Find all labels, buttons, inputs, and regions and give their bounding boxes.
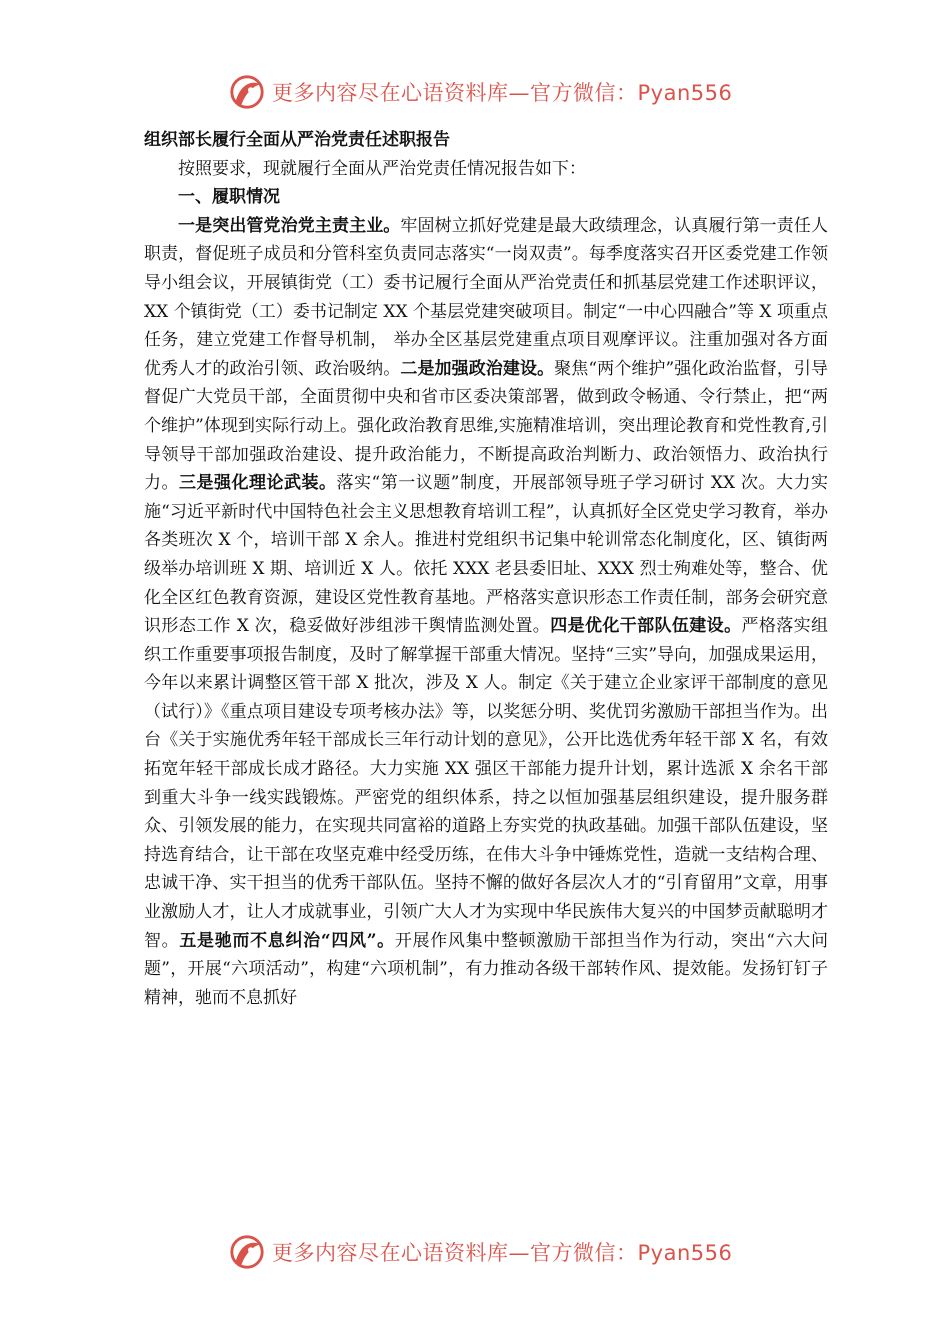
point-4-text: 严格落实组织工作重要事项报告制度，及时了解掌握干部重大情况。坚持“三实”导向，加强成果运用，今年以来累计调整区管干部 X 批次，涉及 X 人。制定《关于建立企业家评干部制度的意见（试行）》《重点项目建设专项考核办法》等，以奖惩分明、奖优罚劣激励干部担当作为。出台《关于实施优秀年轻干部成长三年行动计划的意见》，公开比选优秀年轻干部 X 名，有效拓宽年轻干部成长成才路径。大力实施 XX 强区干部能力提升计划，累计选派 X 余名干部到重大斗争一线实践锻炼。严密党的组织体系，持之以恒加强基层组织建设，提升服务群众、引领发展的能力，在实现共同富裕的道路上夯实党的执政基础。加强干部队伍建设，坚持选育结合，让干部在攻坚克难中经受历练，在伟大斗争中锤炼党性，造就一支结构合理、忠诚干净、实干担当的优秀干部队伍。坚持不懈的做好各层次人才的“引育留用”文章，用事业激励人才，让人才成就事业，引领广大人才为实现中华民族伟大复兴的中国梦贡献聪明才智。	[144, 616, 829, 951]
point-3-text: 落实“第一议题”制度，开展部领导班子学习研讨 XX 次。大力实施“习近平新时代中国特色社会主义思想教育培训工程”，认真抓好全区党史学习教育，举办各类班次 X 个，培训干部 X 余人。推进村党组织书记集中轮训常态化制度化，区、镇街两级举办培训班 X 期、培训近 X 人。依托 XXX 老县委旧址、XXX 烈士殉难处等，整合、优化全区红色教育资源，建设区党性教育基地。严格落实意识形态工作责任制，部务会研究意识形态工作 X 次，稳妥做好涉组涉干舆情监测处置。	[144, 473, 829, 637]
body-paragraph	[144, 212, 828, 1013]
point-3-heading: 三是强化理论武装。	[179, 473, 337, 494]
footer-banner	[228, 1232, 748, 1272]
point-2-text: 聚焦“两个维护”强化政治监督，引导督促广大党员干部，全面贯彻中央和省市区委决策部署，做到政令畅通、令行禁止，把“两个维护”体现到实际行动上。强化政治教育思维,实施精准培训，突出理论教育和党性教育,引导领导干部加强政治建设、提升政治能力，不断提高政治判断力、政治领悟力、政治执行力。	[144, 358, 828, 494]
point-1-text: 牢固树立抓好党建是最大政绩理念，认真履行第一责任人职责，督促班子成员和分管科室负责同志落实“一岗双责”。每季度落实召开区委党建工作领导小组会议，开展镇街党（工）委书记履行全面从严治党责任和抓基层党建工作述职评议，XX 个镇街党（工）委书记制定 XX 个基层党建突破项目。制定“一中心四融合”等 X 项重点任务，建立党建工作督导机制， 举办全区基层党建重点项目观摩评议。注重加强对各方面优秀人才的政治引领、政治吸纳。	[144, 215, 828, 379]
point-4-heading: 四是优化干部队伍建设。	[550, 616, 742, 637]
brand-logo-icon	[228, 1233, 266, 1271]
brand-logo-icon	[228, 73, 266, 111]
header-banner	[228, 72, 748, 112]
point-5-heading: 五是驰而不息纠治“四风”。	[179, 930, 395, 951]
banner-text: 更多内容尽在心语资料库—官方微信：Pyan556	[272, 1241, 733, 1265]
document-body	[144, 126, 828, 1012]
section-heading: 一、履职情况	[178, 187, 280, 208]
point-5-text: 开展作风集中整顿激励干部担当作为行动，突出“六大问题”，开展“六项活动”，构建“六项机制”，有力推动各级干部转作风、提效能。发扬钉钉子精神，驰而不息抓好	[144, 930, 828, 1008]
intro-paragraph: 按照要求，现就履行全面从严治党责任情况报告如下：	[178, 158, 586, 179]
point-1-heading: 一是突出管党治党主责主业。	[178, 215, 401, 236]
document-title: 组织部长履行全面从严治党责任述职报告	[144, 130, 450, 150]
banner-text: 更多内容尽在心语资料库—官方微信：Pyan556	[272, 81, 733, 105]
point-2-heading: 二是加强政治建设。	[400, 358, 555, 379]
